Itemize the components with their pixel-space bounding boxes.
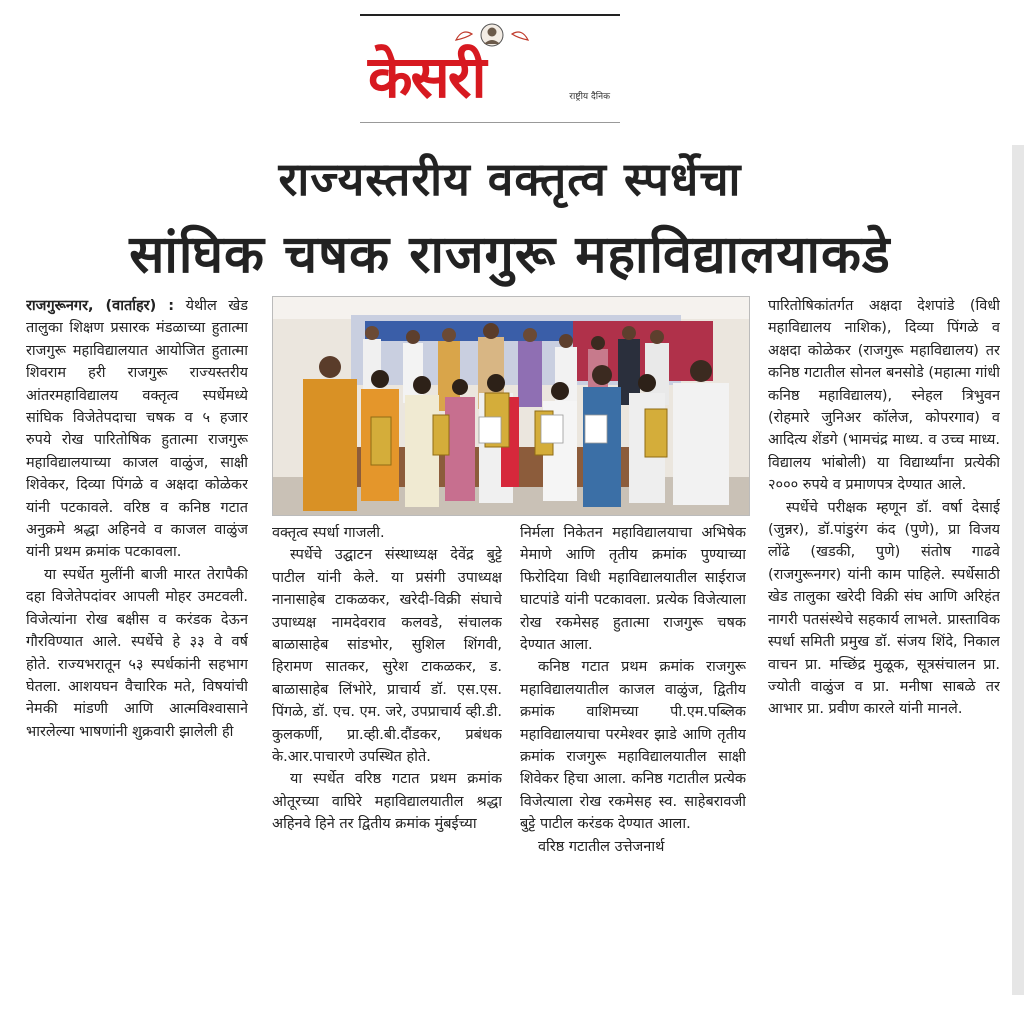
paragraph-c2-2: स्पर्धेचे उद्घाटन संस्थाध्यक्ष देवेंद्र बुट्टे पाटील यांनी केले. या प्रसंगी उपाध्यक्ष नानासाहेब टाकळकर, खरेदी-विक्री संघाचे उपाध्यक्ष नामदेवराव कलवडे, संचालक बाळासाहेब सांडभोर, सुशिल शिंगवी, हिरामण सातकर, सुरेश टाकळकर, ड. बाळासाहेब लिंभोरे, प्राचार्य डॉ. एस.एस. पिंगळे, डॉ. एच. एम. जरे, उपप्राचार्य व्ही.डी. कुलकर्णी, प्रा.व्ही.बी.दौंडकर, प्रबंधक के.आर.पाचारणे उपस्थित होते.: [272, 547, 502, 766]
article-column-4: [768, 295, 1000, 995]
paragraph-c2-1: वक्तृत्व स्पर्धा गाजली.: [272, 525, 385, 541]
headline-line-2: सांघिक चषक राजगुरू महाविद्यालयाकडे: [129, 225, 891, 285]
paragraph-c4-2: स्पर्धेचे परीक्षक म्हणून डॉ. वर्षा देसाई (जुन्नर), डॉ.पांडुरंग कंद (पुणे), प्रा विजय लोंढे (खडकी, पुणे) संतोष गाढवे (राजगुरूनगर) यांनी काम पाहिले. स्पर्धेसाठी खेड तालुका खरेदी विक्री संघ आणि अरिहंत नागरी पतसंस्थेचे सहकार्य लाभले. प्रास्ताविक स्पर्धा समिती प्रमुख डॉ. संजय शिंदे, निकाल वाचन प्रा. मच्छिंद्र मुळूक, सूत्रसंचालन प्रा. ज्योती वाळुंज व प्रा. मनीषा साबळे तर आभार प्रा. प्रवीण कारले यांनी मानले.: [768, 499, 1000, 718]
masthead-tagline: राष्ट्रीय दैनिक: [569, 92, 610, 102]
masthead-logo: केसरी: [368, 43, 485, 111]
paragraph-c3-3: वरिष्ठ गटातील उत्तेजनार्थ: [538, 838, 665, 855]
paragraph-c3-1: निर्मला निकेतन महाविद्यालयाचा अभिषेक मेमाणे आणि तृतीय क्रमांक पुण्याच्या फिरोदिया विधी महाविद्यालयातील साईराज घाटपांडे यांनी पटकावला. प्रत्येक विजेत्याला रोख रकमेसह हुतात्मा राजगुरू चषक देण्यात आला.: [520, 525, 746, 654]
masthead: [360, 14, 620, 123]
photo-illustration: [273, 297, 749, 515]
article-column-3: [520, 522, 746, 992]
paragraph-2: या स्पर्धेत मुलींनी बाजी मारत तेरापैकी दहा विजेतेपदांवर आपली मोहर उमटवली. विजेत्यांना रोख बक्षीस व करंडक देऊन गौरविण्यात आले. स्पर्धेचे हे ३३ वे वर्ष होते. राज्यभरातून ५३ स्पर्धकांनी सहभाग घेतला. आशयघन वैचारिक मते, विषयांची नेमकी मांडणी आणि आत्मविश्वासाने भारलेल्या भाषणांनी शुक्रवारी झालेली ही: [26, 566, 248, 740]
headline-line-1: राज्यस्तरीय वक्तृत्व स्पर्धेचा: [278, 152, 742, 206]
dateline-paragraph: [26, 295, 248, 564]
article-column-2: [272, 522, 502, 887]
paragraph-c3-2: कनिष्ठ गटात प्रथम क्रमांक राजगुरू महाविद्यालयातील काजल वाळुंज, द्वितीय क्रमांक वाशिमच्या पी.एम.पब्लिक महाविद्यालयाचा परमेश्वर झाडे आणि तृतीय क्रमांक राजगुरू महाविद्यालयातील साक्षी शिवेकर हिचा आला. कनिष्ठ गटातील प्रत्येक विजेत्याला रोख रकमेसह स्व. साहेबरावजी बुट्टे पाटील करंडक देण्यात आला.: [520, 659, 746, 833]
page-edge-shadow: [1012, 145, 1024, 995]
paragraph-c2-3: या स्पर्धेत वरिष्ठ गटात प्रथम क्रमांक ओतूरच्या वाघिरे महाविद्यालयातील श्रद्धा अहिनवे हिने तर द्वितीय क्रमांक मुंबईच्या: [272, 771, 502, 833]
article-column-1: [26, 295, 248, 995]
paragraph-c4-1: पारितोषिकांतर्गत अक्षदा देशपांडे (विधी महाविद्यालय नाशिक), दिव्या पिंगळे व अक्षदा कोळेकर (राजगुरू महाविद्यालय) तर कनिष्ठ गटातील सोनल बनसोडे (महात्मा गांधी कनिष्ठ महाविद्यालय), स्नेहल त्रिभुवन (रोहमारे जुनिअर कॉलेज, कोपरगाव) व आदित्य शेंडगे (भामचंद्र माध्य. व उच्च माध्य. विद्यालय भांबोली) या विद्यार्थ्यांना प्रत्येकी २००० रुपये व प्रमाणपत्र देण्यात आले.: [768, 298, 1000, 494]
dateline: राजगुरूनगर, (वार्ताहर) :: [26, 298, 175, 314]
award-ceremony-photo: [272, 296, 750, 516]
paragraph-1: येथील खेड तालुका शिक्षण प्रसारक मंडळाच्या हुतात्मा राजगुरू महाविद्यालयात आयोजित हुतात्मा शिवराम हरी राजगुरू राज्यस्तरीय आंतरमहाविद्यालय वक्तृत्व स्पर्धेमध्ये सांघिक विजेतेपदाचा चषक व ५ हजार रुपये रोख पारितोषिक हुतात्मा राजगुरू महाविद्यालयाच्या काजल वाळुंज, साक्षी शिवेकर, दिव्या पिंगळे व अक्षदा कोळेकर यांनी पटकावले. वरिष्ठ व कनिष्ठ गटात अनुक्रमे श्रद्धा अहिनवे व काजल वाळुंज यांनी प्रथम क्रमांक पटकावला.: [26, 298, 248, 561]
